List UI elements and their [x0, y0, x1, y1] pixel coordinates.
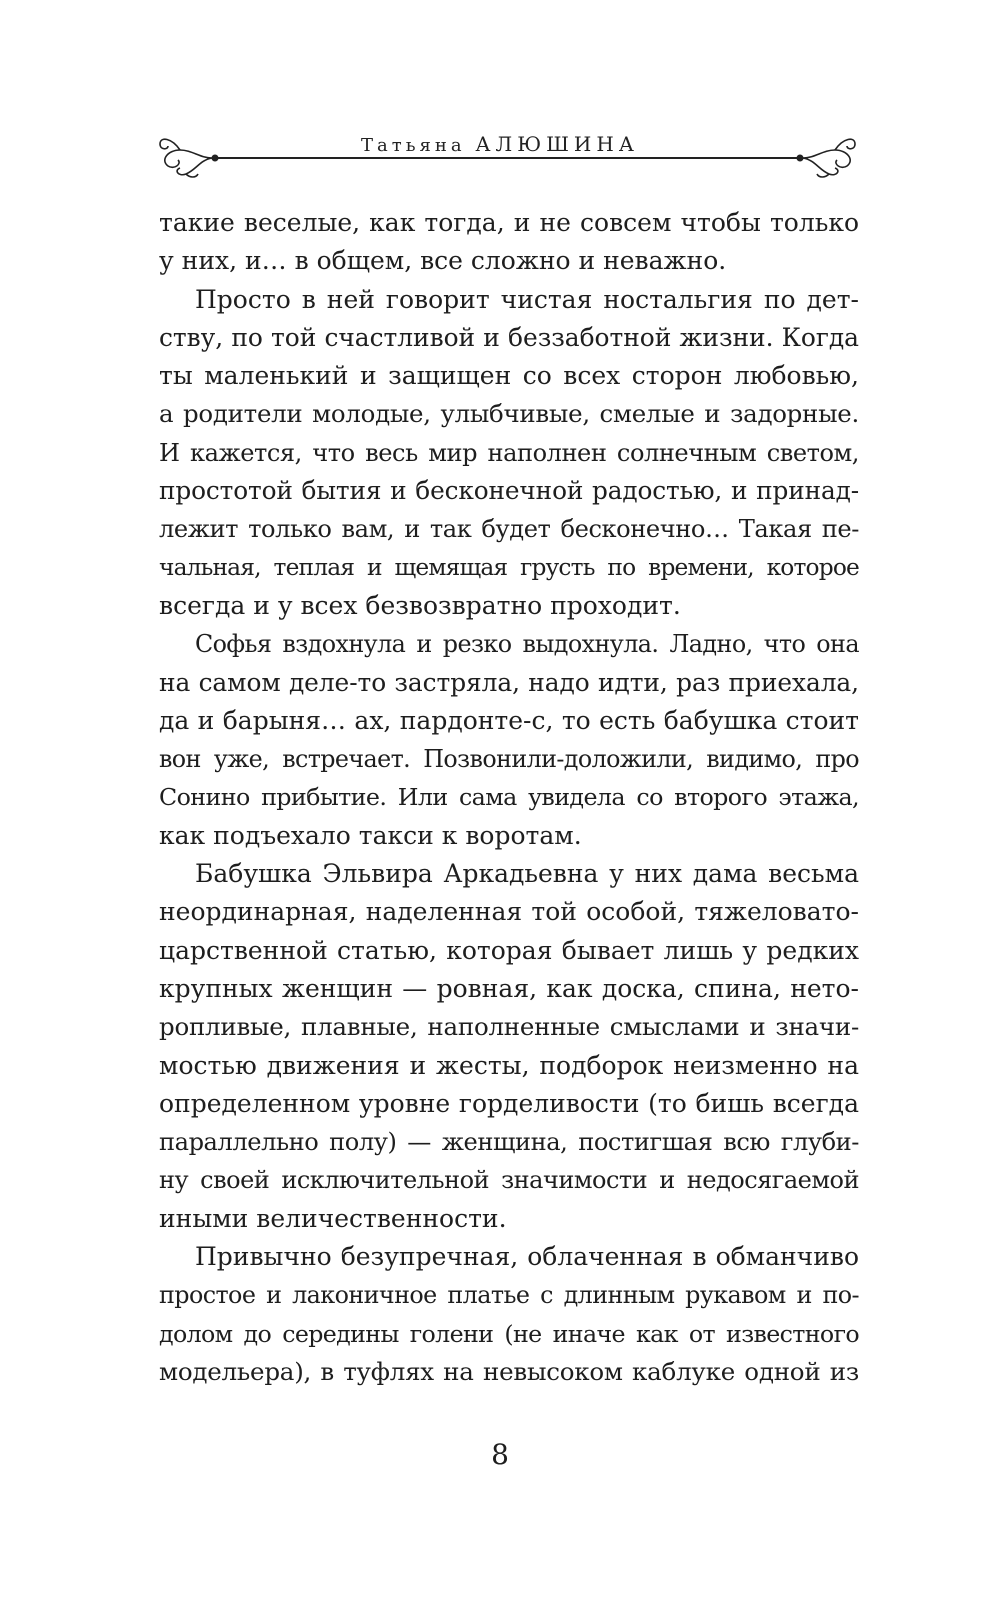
text-line: на самом деле-то застряла, надо идти, раз приехала, — [159, 667, 859, 697]
body-text — [159, 204, 859, 1391]
text-line: параллельно полу) — женщина, постигшая всю глуби- — [159, 1128, 859, 1157]
text-line: Просто в ней говорит чистая ностальгия по дет- — [195, 284, 859, 314]
text-line: ству, по той счастливой и беззаботной жизни. Когда — [159, 322, 859, 352]
text-line: да и барыня… ах, пардонте-с, то есть бабушка стоит — [159, 705, 859, 735]
author-last-name: АЛЮШИНА — [475, 132, 639, 156]
text-line: ну своей исключительной значимости и недосягаемой — [159, 1166, 859, 1195]
text-line: простотой бытия и бесконечной радостью, и принад- — [159, 476, 859, 506]
text-line: вон уже, встречает. Позвонили-доложили, видимо, про — [159, 745, 859, 774]
text-line: всегда и у всех безвозвратно проходит. — [159, 590, 681, 620]
text-line: Сонино прибытие. Или сама увидела со второго этажа, — [159, 783, 859, 812]
text-line: определенном уровне горделивости (то бишь всегда — [159, 1088, 859, 1118]
text-line: простое и лаконичное платье с длинным рукавом и по- — [159, 1281, 859, 1310]
text-line: И кажется, что весь мир наполнен солнечным светом, — [159, 438, 859, 467]
text-line: как подъехало такси к воротам. — [159, 820, 582, 850]
text-line: чальная, теплая и щемящая грусть по времени, которое — [159, 553, 859, 581]
text-line: модельера), в туфлях на невысоком каблуке одной из — [159, 1356, 859, 1386]
text-line: ты маленький и защищен со всех сторон любовью, — [159, 361, 859, 391]
text-line: лежит только вам, и так будет бесконечно… Такая пе- — [159, 515, 859, 544]
text-line: Софья вздохнула и резко выдохнула. Ладно, что она — [195, 630, 859, 659]
running-header — [0, 120, 1000, 200]
text-line: такие веселые, как тогда, и не совсем чтобы только — [159, 208, 859, 237]
running-head-title — [0, 132, 1000, 156]
text-line: неординарная, наделенная той особой, тяжеловато- — [159, 897, 859, 927]
page-number: 8 — [491, 1438, 509, 1471]
text-line: мостью движения и жесты, подборок неизменно на — [159, 1050, 859, 1080]
author-first-name: Татьяна — [361, 135, 466, 156]
text-line: ропливые, плавные, наполненные смыслами и значи- — [159, 1012, 859, 1042]
text-line: царственной статью, которая бывает лишь у редких — [159, 935, 859, 965]
text-line: долом до середины голени (не иначе как от известного — [159, 1319, 859, 1348]
text-line: крупных женщин — ровная, как доска, спина, нето- — [159, 973, 859, 1003]
text-line: у них, и… в общем, все сложно и неважно. — [159, 246, 727, 276]
text-line: Бабушка Эльвира Аркадьевна у них дама весьма — [195, 859, 859, 889]
text-line: иными величественности. — [159, 1203, 507, 1233]
text-line: а родители молодые, улыбчивые, смелые и задорные. — [159, 399, 859, 429]
text-line: Привычно безупречная, облаченная в обманчиво — [195, 1242, 859, 1272]
